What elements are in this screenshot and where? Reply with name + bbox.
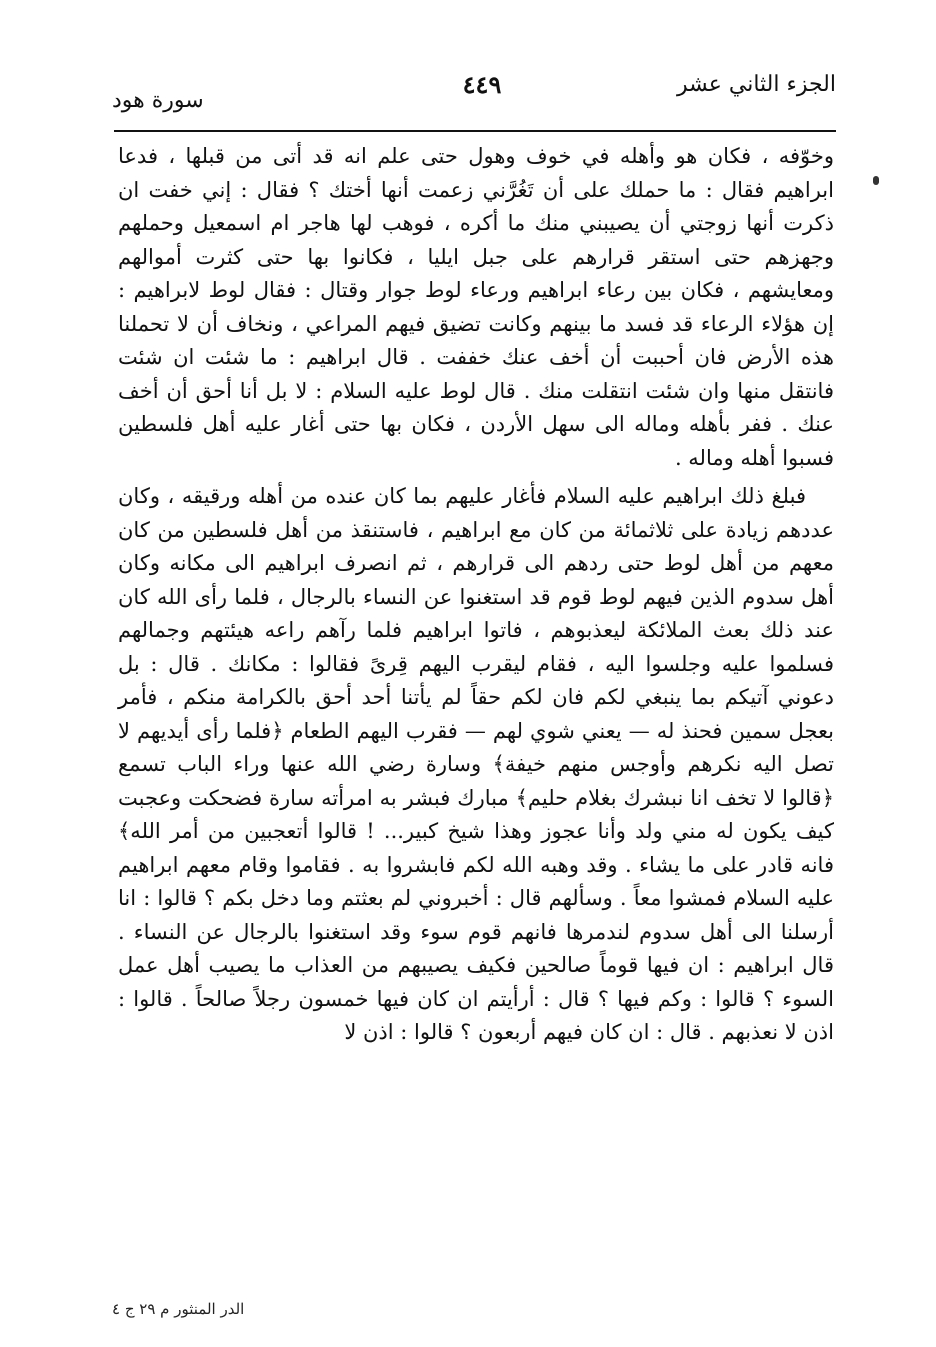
paragraph-1-text: وخوّفه ، فكان هو وأهله في خوف وهول حتى علم انه قد أتى من قبلها ، فدعا ابراهيم فقال : ما حملك على أن تَغُرَّني زعمت أنها أختك ؟ فقال : إني خفت ان ذكرت أنها زوجتي أن يصيبني منك ما أكره ، فوهب لها هاجر ام اسمعيل وحملهم وجهزهم حتى استقر قرارهم على جبل ايليا ، فكانوا بها حتى كثرت أموالهم ومعايشهم ، فكان بين رعاء ابراهيم ورعاء لوط جوار وقتال : فقال لوط لابراهيم : إن هؤلاء الرعاء قد فسد ما بينهم وكانت تضيق فيهم المراعي ، ونخاف أن لا تحملنا هذه الأرض فان أحببت أن أخف عنك خففت . قال ابراهيم : ما شئت ان شئت فانتقل منها وان شئت انتقلت منك . قال لوط عليه السلام : لا بل أنا أحق أن أخف عنك . ففر بأهله وماله الى سهل الأردن ، فكان بها حتى أغار عليه أهل فلسطين فسبوا أهله وماله .	[118, 144, 834, 470]
surah-title: سورة هود	[112, 88, 204, 113]
paragraph-2-text: فبلغ ذلك ابراهيم عليه السلام فأغار عليهم بما كان عنده من أهله ورقيقه ، وكان عددهم زيادة على ثلاثمائة من كان مع ابراهيم ، فاستنقذ من أهل فلسطين من كان معهم من أهل لوط حتى ردهم الى قرارهم ، ثم انصرف ابراهيم الى مكانه وكان أهل سدوم الذين فيهم لوط قوم قد استغنوا عن النساء بالرجال ، فلما رأى الله كان عند ذلك بعث الملائكة ليعذبوهم ، فاتوا ابراهيم فلما رآهم راعه هيئتهم وجمالهم فسلموا عليه وجلسوا اليه ، فقام ليقرب اليهم قِرىً فقالوا : مكانك . قال : بل دعوني آتيكم بما ينبغي لكم فان لكم حقاً لم يأتنا أحد أحق بالكرامة منكم ، فأمر بعجل سمين فحنذ له — يعني شوي لهم — فقرب اليهم الطعام ﴿فلما رأى أيديهم لا تصل اليه نكرهم وأوجس منهم خيفة﴾ وسارة رضي الله عنها وراء الباب تسمع ﴿قالوا لا تخف انا نبشرك بغلام حليم﴾ مبارك فبشر به امرأته سارة فضحكت وعجبت كيف يكون له مني ولد وأنا عجوز وهذا شيخ كبير... ! قالوا أتعجبين من أمر الله﴾ فانه قادر على ما يشاء . وقد وهبه الله لكم فابشروا به . فقاموا وقام معهم ابراهيم عليه السلام فمشوا معاً . وسألهم قال : أخبروني لم بعثتم وما دخل بكم ؟ قالوا : انا أرسلنا الى أهل سدوم لندمرها فانهم قوم سوء وقد استغنوا بالرجال عن النساء . قال ابراهيم : ان فيها قوماً صالحين فكيف يصيبهم من العذاب ما يصيب أهل عمل السوء ؟ قالوا : وكم فيها ؟ قال : أرأيتم ان كان فيها خمسون رجلاً صالحاً . قالوا : اذن لا نعذبهم . قال : ان كان فيهم أربعون ؟ قالوا : اذن لا	[118, 484, 834, 1044]
footer-signature: الدر المنثور م ٢٩ ج ٤	[112, 1300, 245, 1318]
volume-title: الجزء الثاني عشر	[677, 72, 836, 97]
page-header	[112, 66, 836, 116]
paragraph-1	[118, 140, 834, 475]
main-text	[118, 140, 834, 1050]
header-rule	[114, 130, 836, 132]
margin-mark	[873, 176, 879, 185]
paragraph-2	[118, 480, 834, 1050]
page-number: ٤٤٩	[462, 70, 502, 99]
